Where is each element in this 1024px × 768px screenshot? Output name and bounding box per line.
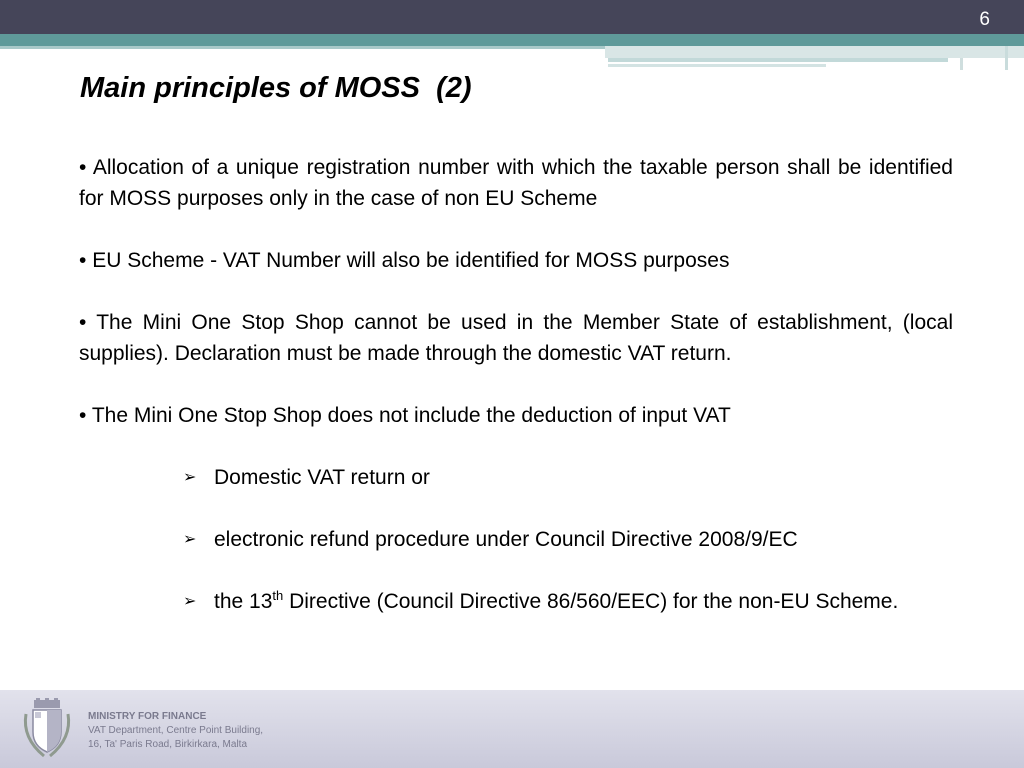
header-stripe [0, 46, 605, 49]
sub-bullet-item [79, 586, 953, 617]
arrow-bullet-icon: ➢ [183, 531, 197, 548]
header-stripe [608, 58, 948, 62]
arrow-bullet-icon: ➢ [183, 593, 197, 610]
header-stripe [1005, 46, 1008, 70]
bullet-item [79, 400, 953, 431]
bullet-marker: • [79, 311, 87, 334]
bullet-item [79, 307, 953, 369]
sub-bullet-item [79, 524, 953, 555]
address-line: VAT Department, Centre Point Building, [88, 725, 264, 736]
header-stripe [608, 64, 826, 67]
address-line: 16, Ta' Paris Road, Birkirkara, Malta [88, 739, 248, 750]
bullet-text: The Mini One Stop Shop cannot be used in the Member State of establishment, (local supplies). Declaration must be made through the domestic VAT return. [79, 311, 953, 365]
header-accent-band [0, 34, 1024, 46]
sub-bullet-text [214, 586, 953, 617]
bullet-item [79, 152, 953, 214]
sub-bullet-item [79, 462, 953, 493]
sub-bullet-text-part: Directive (Council Directive 86/560/EEC) for the non-EU Scheme. [283, 590, 899, 613]
header-bar [0, 0, 1024, 34]
bullet-item [79, 245, 953, 276]
slide-number: 6 [979, 9, 990, 30]
sub-bullet-text-part: the 13 [214, 590, 273, 613]
sub-bullet-text: Domestic VAT return or [214, 466, 430, 489]
bullet-marker: • [79, 404, 87, 427]
ordinal-suffix: th [272, 588, 284, 603]
slide-body [79, 152, 953, 648]
slide-title: Main principles of MOSS (2) [80, 72, 472, 104]
ministry-name: MINISTRY FOR FINANCE [88, 711, 207, 722]
bullet-marker: • [79, 156, 87, 179]
bullet-text: The Mini One Stop Shop does not include the deduction of input VAT [91, 404, 731, 427]
bullet-text: EU Scheme - VAT Number will also be identified for MOSS purposes [92, 249, 730, 272]
arrow-bullet-icon: ➢ [183, 469, 197, 486]
bullet-marker: • [79, 249, 87, 272]
header-stripe [605, 46, 1024, 58]
footer-bar [0, 690, 1024, 768]
malta-coat-of-arms-icon [20, 698, 74, 760]
header-stripe [960, 58, 963, 70]
bullet-text: Allocation of a unique registration number with which the taxable person shall be identified for MOSS purposes only in the case of non EU Scheme [79, 156, 953, 210]
sub-bullet-text: electronic refund procedure under Council Directive 2008/9/EC [214, 528, 798, 551]
footer-address [88, 710, 263, 752]
